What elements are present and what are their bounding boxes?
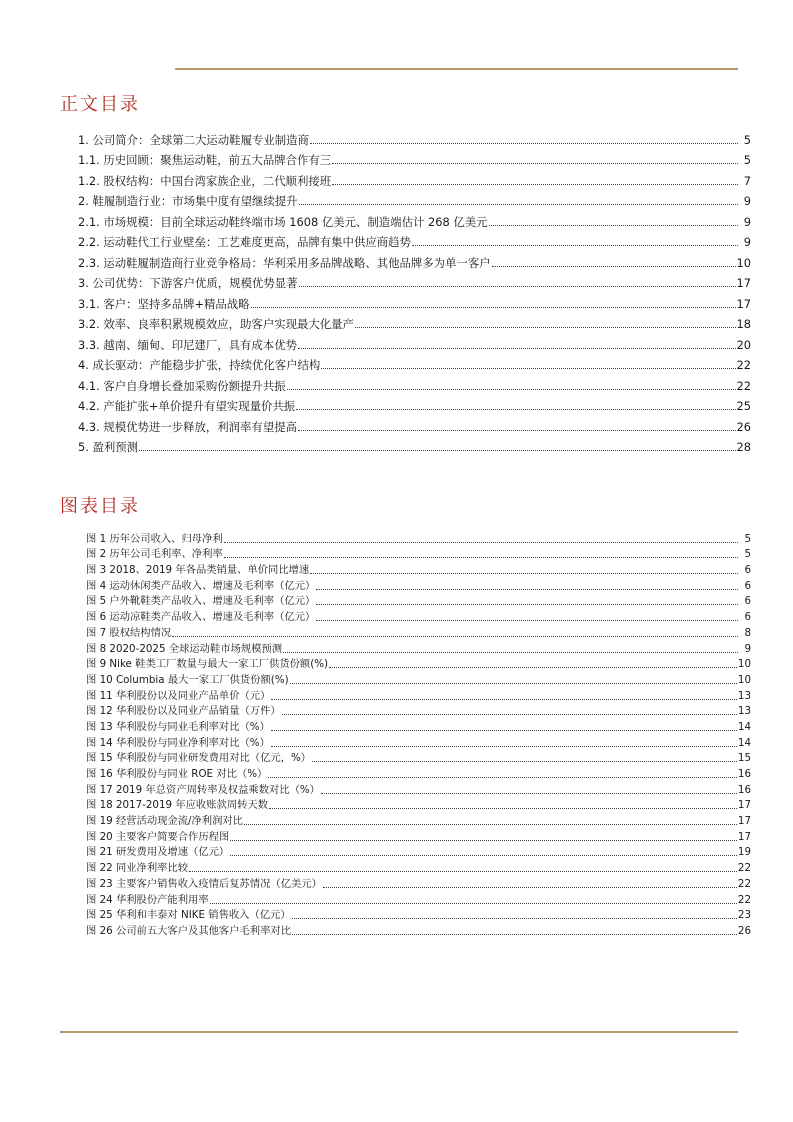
toc-entry-page: 28 bbox=[736, 440, 751, 454]
toc-entry-page: 22 bbox=[736, 358, 751, 372]
toc-entry-page: 10 bbox=[736, 255, 751, 270]
figure-entry[interactable] bbox=[86, 922, 751, 938]
toc-entry-page: 5 bbox=[743, 132, 751, 147]
figure-entry-page: 17 bbox=[737, 815, 751, 828]
figure-entry[interactable] bbox=[86, 797, 751, 813]
toc-title: 正文目录 bbox=[60, 94, 140, 115]
toc-entry[interactable] bbox=[78, 331, 751, 352]
figure-entry-text: 图 10 Columbia 最大一家工厂供货份额(%) bbox=[86, 673, 289, 686]
figure-entry-page: 16 bbox=[737, 783, 751, 796]
figure-entry[interactable] bbox=[86, 718, 751, 734]
leader-dots bbox=[230, 855, 737, 856]
figure-entry-page: 13 bbox=[737, 689, 751, 702]
figure-entry-text: 图 12 华利股份以及同业产品销量（万件） bbox=[86, 705, 281, 718]
leader-dots bbox=[271, 699, 736, 700]
leader-dots bbox=[489, 225, 738, 226]
toc-entry-text: 2. 鞋履制造行业：市场集中度有望继续提升 bbox=[78, 194, 298, 208]
toc-entry-page: 17 bbox=[736, 296, 751, 311]
toc-entry-text: 1.1. 历史回顾：聚焦运动鞋，前五大品牌合作有三 bbox=[78, 153, 332, 167]
figure-entry-page: 6 bbox=[744, 579, 751, 592]
leader-dots bbox=[290, 683, 737, 684]
figure-entry-text: 图 15 华利股份与同业研发费用对比（亿元，%） bbox=[86, 752, 312, 765]
toc-entry[interactable] bbox=[78, 208, 751, 229]
toc-entry[interactable] bbox=[78, 270, 751, 291]
figure-entry-page: 14 bbox=[737, 720, 751, 733]
figure-entry-page: 22 bbox=[737, 862, 751, 875]
leader-dots bbox=[244, 824, 737, 825]
figure-entry[interactable] bbox=[86, 907, 751, 923]
toc-entry-page: 25 bbox=[736, 399, 751, 413]
leader-dots bbox=[321, 368, 735, 369]
leader-dots bbox=[316, 604, 738, 605]
figure-entry-text: 图 23 主要客户销售收入疫情后复苏情况（亿美元） bbox=[86, 877, 322, 890]
toc-entry-text: 4.3. 规模优势进一步释放，利润率有望提高 bbox=[78, 419, 297, 434]
toc-entry-page: 9 bbox=[743, 235, 751, 249]
leader-dots bbox=[189, 871, 737, 872]
toc-entry[interactable] bbox=[78, 167, 751, 188]
figure-entry-page: 16 bbox=[737, 768, 751, 780]
figure-entry-page: 26 bbox=[737, 924, 751, 937]
toc-entry-page: 20 bbox=[736, 337, 751, 352]
figure-entry-text: 图 19 经营活动现金流/净利润对比 bbox=[86, 815, 243, 828]
leader-dots bbox=[271, 746, 737, 747]
leader-dots bbox=[312, 761, 737, 762]
leader-dots bbox=[292, 934, 737, 935]
toc-entry-page: 7 bbox=[743, 173, 751, 188]
toc-entry-page: 17 bbox=[736, 276, 751, 290]
figure-entry-text: 图 22 同业净利率比较 bbox=[86, 862, 189, 875]
figure-entry-page: 17 bbox=[737, 799, 751, 812]
leader-dots bbox=[251, 307, 736, 308]
figure-entry-text: 图 14 华利股份与同业净利率对比（%） bbox=[86, 736, 270, 749]
leader-dots bbox=[230, 840, 737, 841]
figure-entry-page: 6 bbox=[744, 564, 751, 577]
toc-entry[interactable] bbox=[78, 352, 751, 373]
figure-entry[interactable] bbox=[86, 561, 751, 577]
leader-dots bbox=[210, 903, 737, 904]
leader-dots bbox=[271, 730, 737, 731]
figure-entry-text: 图 8 2020-2025 全球运动鞋市场规模预测 bbox=[86, 642, 283, 655]
figure-entry[interactable] bbox=[86, 530, 751, 546]
leader-dots bbox=[310, 573, 738, 574]
figure-entry-text: 图 11 华利股份以及同业产品单价（元） bbox=[86, 689, 271, 702]
toc-entry[interactable] bbox=[78, 126, 751, 147]
leader-dots bbox=[298, 430, 736, 431]
figure-entry[interactable] bbox=[86, 624, 751, 640]
figure-entry-page: 6 bbox=[744, 595, 751, 608]
figure-entry-page: 23 bbox=[737, 909, 751, 922]
toc-entry-text: 2.1. 市场规模：目前全球运动鞋终端市场 1608 亿美元、制造端估计 268 亿美元 bbox=[78, 214, 488, 229]
figure-entry-text: 图 5 户外靴鞋类产品收入、增速及毛利率（亿元） bbox=[86, 595, 316, 608]
toc-entry[interactable] bbox=[78, 147, 751, 168]
footer-rule bbox=[60, 1031, 738, 1033]
toc-entry[interactable] bbox=[78, 188, 751, 209]
figure-entry-page: 5 bbox=[744, 532, 751, 545]
leader-dots bbox=[332, 163, 738, 164]
leader-dots bbox=[310, 143, 738, 144]
leader-dots bbox=[355, 327, 736, 328]
leader-dots bbox=[329, 667, 737, 668]
figure-entry-text: 图 13 华利股份与同业毛利率对比（%） bbox=[86, 720, 270, 733]
figure-entry-text: 图 21 研发费用及增速（亿元） bbox=[86, 846, 230, 859]
figure-entry[interactable] bbox=[86, 734, 751, 750]
figure-entry-text: 图 20 主要客户简要合作历程图 bbox=[86, 830, 230, 843]
figure-entry-text: 图 9 Nike 鞋类工厂数量与最大一家工厂供货份额(%) bbox=[86, 658, 329, 671]
leader-dots bbox=[298, 348, 736, 349]
figure-entry[interactable] bbox=[86, 546, 751, 562]
figure-entry[interactable] bbox=[86, 765, 751, 781]
leader-dots bbox=[224, 557, 738, 558]
figure-entry-page: 22 bbox=[737, 877, 751, 890]
toc-entry-text: 3.1. 客户：坚持多品牌+精品战略 bbox=[78, 296, 250, 311]
toc-entry-page: 9 bbox=[743, 214, 751, 229]
toc-entry-page: 18 bbox=[736, 317, 751, 331]
toc-entry-text: 2.3. 运动鞋履制造商行业竞争格局：华利采用多品牌战略、其他品牌多为单一客户 bbox=[78, 255, 491, 270]
leader-dots bbox=[283, 652, 738, 653]
figures-title: 图表目录 bbox=[60, 496, 140, 517]
toc-entry[interactable] bbox=[78, 434, 751, 455]
leader-dots bbox=[332, 184, 738, 185]
figure-entry-text: 图 6 运动凉鞋类产品收入、增速及毛利率（亿元） bbox=[86, 611, 316, 624]
leader-dots bbox=[316, 620, 738, 621]
figure-entry[interactable] bbox=[86, 577, 751, 593]
toc-entry-text: 3. 公司优势：下游客户优质，规模优势显著 bbox=[78, 276, 298, 290]
figure-entry-page: 9 bbox=[744, 642, 751, 655]
figure-entry-text: 图 24 华利股份产能利用率 bbox=[86, 893, 209, 906]
toc-entry[interactable] bbox=[78, 311, 751, 332]
leader-dots bbox=[321, 793, 737, 794]
toc-entry-text: 2.2. 运动鞋代工行业壁垒：工艺难度更高，品牌有集中供应商趋势 bbox=[78, 235, 411, 249]
toc-list bbox=[78, 126, 751, 454]
figure-entry-page: 6 bbox=[744, 611, 751, 624]
toc-entry[interactable] bbox=[78, 229, 751, 250]
figure-entry[interactable] bbox=[86, 608, 751, 624]
toc-entry-text: 3.3. 越南、缅甸、印尼建厂，具有成本优势 bbox=[78, 337, 297, 352]
toc-entry-text: 4. 成长驱动：产能稳步扩张，持续优化客户结构 bbox=[78, 358, 321, 372]
figure-entry-page: 15 bbox=[737, 752, 751, 765]
figure-entry-text: 图 26 公司前五大客户及其他客户毛利率对比 bbox=[86, 924, 291, 937]
figure-entry[interactable] bbox=[86, 828, 751, 844]
figure-entry-text: 图 16 华利股份与同业 ROE 对比（%） bbox=[86, 768, 268, 780]
figure-entry[interactable] bbox=[86, 844, 751, 860]
figure-entry-text: 图 18 2017-2019 年应收账款周转天数 bbox=[86, 799, 269, 812]
leader-dots bbox=[299, 286, 736, 287]
figure-entry-text: 图 1 历年公司收入、归母净利 bbox=[86, 532, 223, 545]
figure-entry[interactable] bbox=[86, 781, 751, 797]
leader-dots bbox=[269, 808, 737, 809]
figure-entry[interactable] bbox=[86, 671, 751, 687]
figure-entry-page: 17 bbox=[737, 830, 751, 843]
toc-entry-text: 5. 盈利预测 bbox=[78, 440, 139, 454]
figure-entry[interactable] bbox=[86, 859, 751, 875]
toc-entry-text: 3.2. 效率、良率积累规模效应，助客户实现最大化量产 bbox=[78, 317, 354, 331]
leader-dots bbox=[492, 266, 736, 267]
figure-entry-text: 图 7 股权结构情况 bbox=[86, 626, 172, 639]
header-rule bbox=[175, 68, 738, 70]
figure-entry-page: 5 bbox=[744, 548, 751, 561]
leader-dots bbox=[172, 636, 738, 637]
figure-entry-page: 13 bbox=[737, 705, 751, 718]
figure-entry-text: 图 25 华利和丰泰对 NIKE 销售收入（亿元） bbox=[86, 909, 291, 922]
figure-entry[interactable] bbox=[86, 750, 751, 766]
figure-entry-text: 图 2 历年公司毛利率、净利率 bbox=[86, 548, 223, 561]
figure-entry[interactable] bbox=[86, 812, 751, 828]
figure-entry-page: 14 bbox=[737, 736, 751, 749]
figure-entry-page: 19 bbox=[737, 846, 751, 859]
figure-entry[interactable] bbox=[86, 640, 751, 656]
leader-dots bbox=[287, 389, 736, 390]
leader-dots bbox=[412, 245, 738, 246]
figure-entry-text: 图 17 2019 年总资产周转率及权益乘数对比（%） bbox=[86, 783, 320, 796]
figure-entry[interactable] bbox=[86, 703, 751, 719]
toc-entry-page: 9 bbox=[743, 194, 751, 208]
figure-entry[interactable] bbox=[86, 875, 751, 891]
leader-dots bbox=[139, 450, 735, 451]
figure-entry-page: 8 bbox=[744, 626, 751, 639]
toc-entry-text: 4.2. 产能扩张+单价提升有望实现量价共振 bbox=[78, 399, 296, 413]
toc-entry-page: 22 bbox=[736, 378, 751, 393]
leader-dots bbox=[299, 204, 738, 205]
figure-entry[interactable] bbox=[86, 891, 751, 907]
leader-dots bbox=[268, 777, 737, 778]
leader-dots bbox=[323, 887, 737, 888]
figure-entry[interactable] bbox=[86, 687, 751, 703]
leader-dots bbox=[316, 589, 738, 590]
leader-dots bbox=[292, 918, 737, 919]
toc-entry[interactable] bbox=[78, 413, 751, 434]
toc-entry-page: 26 bbox=[736, 419, 751, 434]
toc-entry[interactable] bbox=[78, 393, 751, 414]
leader-dots bbox=[282, 714, 737, 715]
figure-entry-text: 图 3 2018、2019 年各品类销量、单价同比增速 bbox=[86, 564, 310, 577]
toc-entry[interactable] bbox=[78, 372, 751, 393]
figure-entry-text: 图 4 运动休闲类产品收入、增速及毛利率（亿元） bbox=[86, 579, 316, 592]
figure-entry-page: 10 bbox=[737, 673, 751, 686]
figure-entry-page: 10 bbox=[737, 658, 751, 671]
leader-dots bbox=[224, 542, 738, 543]
toc-entry-text: 4.1. 客户自身增长叠加采购份额提升共振 bbox=[78, 378, 286, 393]
toc-entry-text: 1.2. 股权结构：中国台湾家族企业，二代顺利接班 bbox=[78, 173, 332, 188]
figure-entry-page: 22 bbox=[737, 893, 751, 906]
toc-entry[interactable] bbox=[78, 249, 751, 270]
figure-entry[interactable] bbox=[86, 656, 751, 672]
leader-dots bbox=[296, 409, 735, 410]
toc-entry[interactable] bbox=[78, 290, 751, 311]
toc-entry-page: 5 bbox=[743, 153, 751, 167]
toc-entry-text: 1. 公司简介：全球第二大运动鞋履专业制造商 bbox=[78, 132, 309, 147]
figure-entry[interactable] bbox=[86, 593, 751, 609]
figures-list bbox=[86, 530, 751, 938]
